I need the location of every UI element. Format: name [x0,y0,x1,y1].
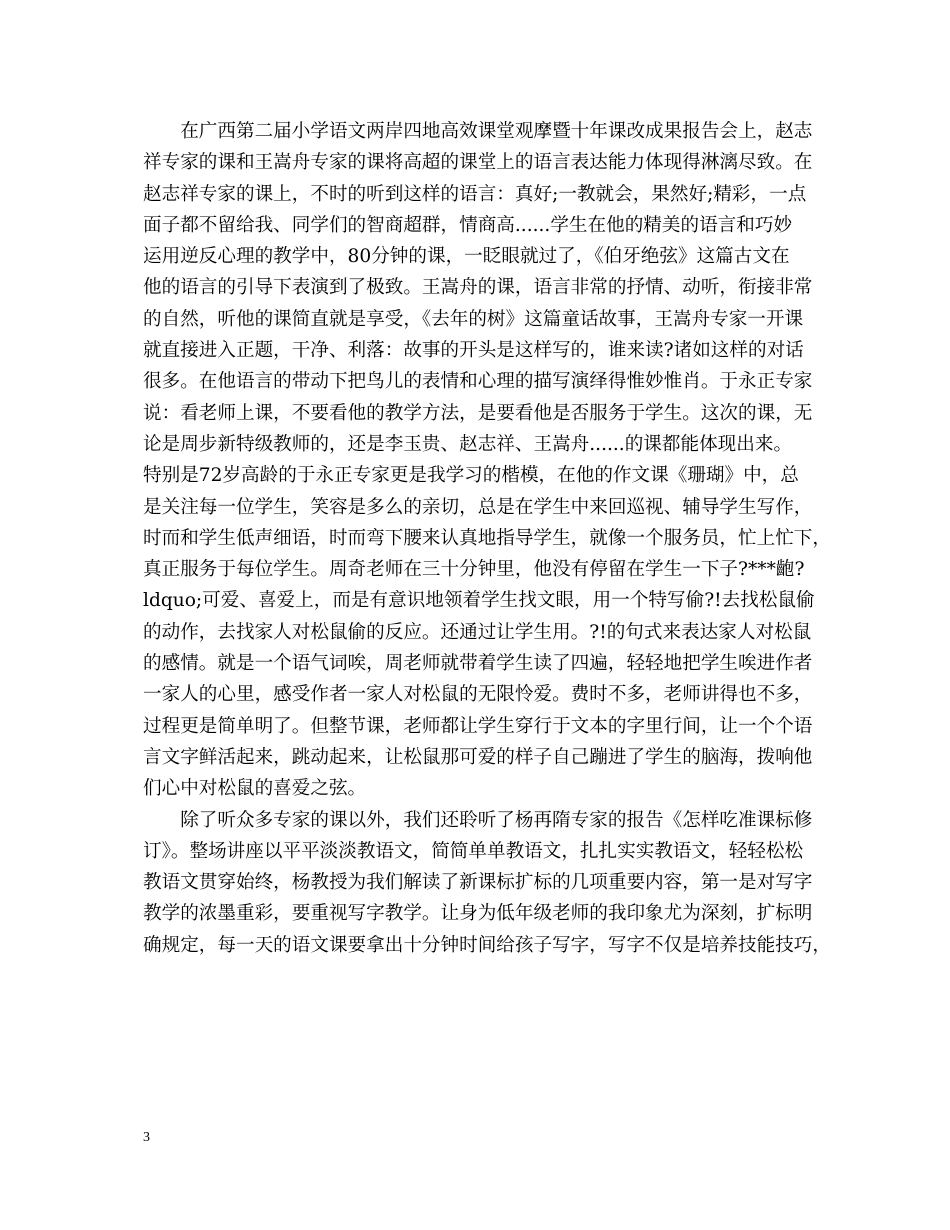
text-line: 们心中对松鼠的喜爱之弦。 [143,778,367,800]
text-line: 赵志祥专家的课上，不时的听到这样的语言：真好;一教就会，果然好;精彩，一点 [143,183,807,205]
text-line: 言文字鲜活起来，跳动起来，让松鼠那可爱的样子自己蹦进了学生的脑海，拨响他 [143,746,813,768]
text-line: 论是周步新特级教师的，还是李玉贵、赵志祥、王嵩舟......的课都能体现出来。 [143,433,793,455]
text-line: 除了听众多专家的课以外，我们还聆听了杨再隋专家的报告《怎样吃准课标修 [143,809,813,831]
text-line: 说：看老师上课，不要看他的教学方法，是要看他是否服务于学生。这次的课，无 [143,402,813,424]
text-line: 面子都不留给我、同学们的智商超群，情商高......学生在他的精美的语言和巧妙 [143,214,793,236]
text-line: 他的语言的引导下表演到了极致。王嵩舟的课，语言非常的抒情、动听，衔接非常 [143,277,813,299]
text-line: 一家人的心里，感受作者一家人对松鼠的无限怜爱。费时不多，老师讲得也不多， [143,684,813,706]
text-line: 确规定，每一天的语文课要拿出十分钟时间给孩子写字，写字不仅是培养技能技巧， [143,934,831,956]
page-number: 3 [143,1130,150,1145]
text-line: 就直接进入正题，干净、利落：故事的开头是这样写的，谁来读?诸如这样的对话 [143,340,804,362]
text-line: 过程更是简单明了。但整节课，老师都让学生穿行于文本的字里行间，让一个个语 [143,715,813,737]
text-line: 的动作，去找家人对松鼠偷的反应。还通过让学生用。?!的句式来表达家人对松鼠 [143,621,812,643]
text-line: 真正服务于每位学生。周奇老师在三十分钟里，他没有停留在学生一下子?***齙? [143,559,805,581]
text-line: 在广西第二届小学语文两岸四地高效课堂观摩暨十年课改成果报告会上，赵志 [143,121,813,142]
text-line: 的自然，听他的课简直就是享受，《去年的树》这篇童话故事，王嵩舟专家一开课 [143,308,804,330]
text-line: 时而和学生低声细语，时而弯下腰来认真地指导学生，就像一个服务员，忙上忙下， [143,527,831,549]
text-line: 的感情。就是一个语气词唉，周老师就带着学生读了四遍，轻轻地把学生唉进作者 [143,653,813,675]
text-line: ldquo;可爱、喜爱上，而是有意识地领着学生找文眼，用一个特写偷?!去找松鼠偷 [143,590,815,612]
text-line: 很多。在他语言的带动下把鸟儿的表情和心理的描写演绎得惟妙惟肖。于永正专家 [143,371,813,393]
text-line: 订》。整场讲座以平平淡淡教语文，简简单单教语文，扎扎实实教语文，轻轻松松 [143,840,804,862]
text-line: 祥专家的课和王嵩舟专家的课将高超的课堂上的语言表达能力体现得淋漓尽致。在 [143,152,813,174]
text-line: 运用逆反心理的教学中，80分钟的课，一眨眼就过了，《伯牙绝弦》这篇古文在 [143,246,790,268]
text-line: 教学的浓墨重彩，要重视写字教学。让身为低年级老师的我印象尤为深刻，扩标明 [143,903,813,925]
text-line: 特别是72岁高龄的于永正专家更是我学习的楷模，在他的作文课《珊瑚》中，总 [143,465,799,487]
text-line: 是关注每一位学生，笑容是多么的亲切，总是在学生中来回巡视、辅导学生写作， [143,496,813,518]
text-line: 教语文贯穿始终，杨教授为我们解读了新课标扩标的几项重要内容，第一是对写字 [143,872,813,894]
body-text [143,116,833,961]
